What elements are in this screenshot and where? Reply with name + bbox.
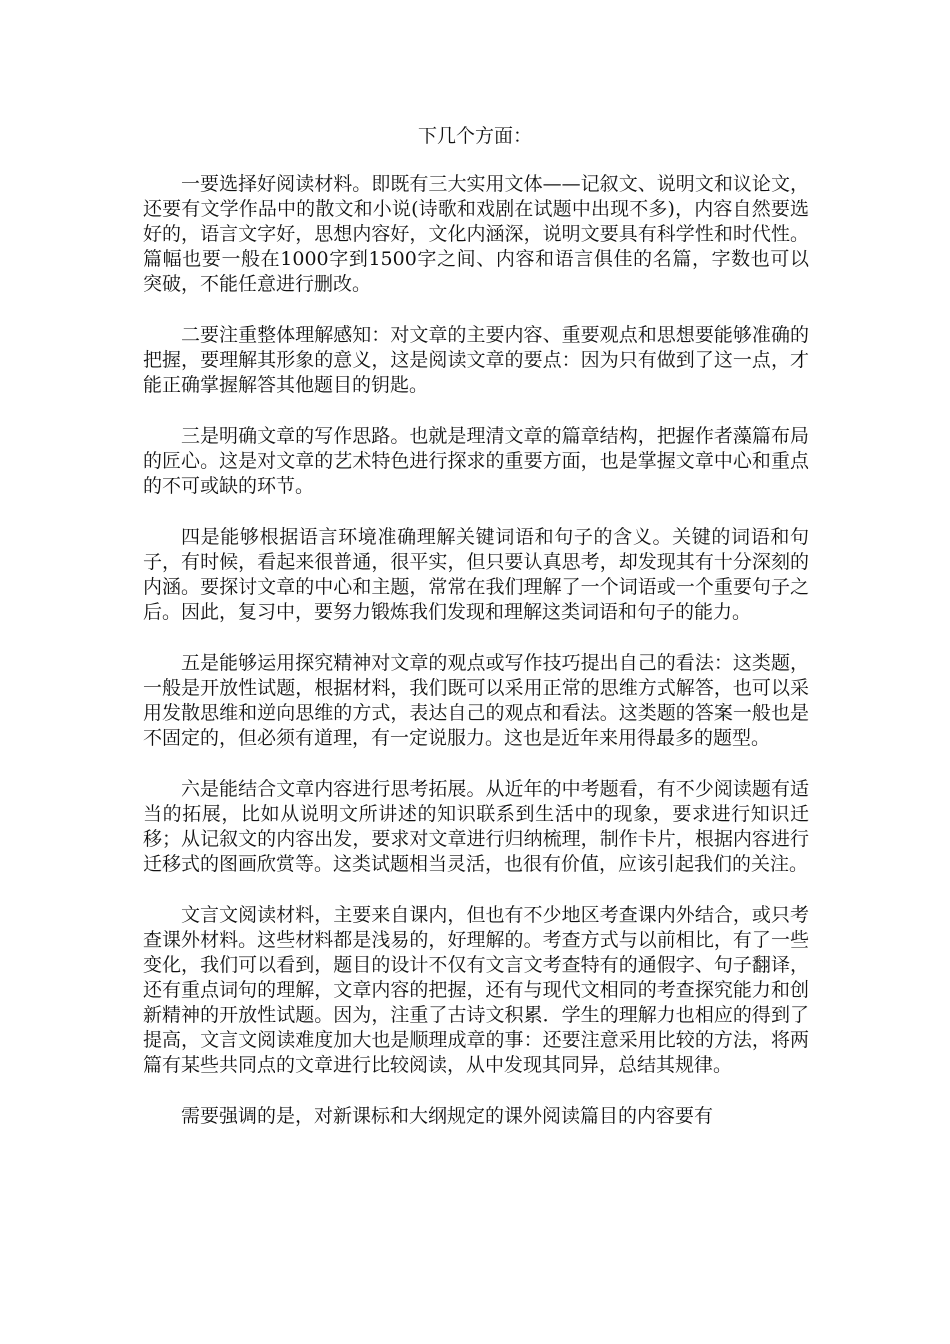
paragraph-7: 文言文阅读材料，主要来自课内，但也有不少地区考查课内外结合，或只考查课外材料。这些材料都是浅易的，好理解的。考查方式与以前相比，有了一些变化，我们可以看到，题目的设计不仅有文言文考查特有的通假字、句子翻译，还有重点词句的理解，文章内容的把握，还有与现代文相同的考查探究能力和创新精神的开放性试题。因为，注重了古诗文积累．学生的理解力也相应的得到了提高，文言文阅读难度加大也是顺理成章的事：还要注意采用比较的方法，将两篇有某些共同点的文章进行比较阅读，从中发现其同异，总结其规律。: [143, 904, 809, 1076]
paragraph-4: 四是能够根据语言环境准确理解关键词语和句子的含义。关键的词语和句子，有时候，看起来很普通，很平实，但只要认真思考，却发现其有十分深刻的内涵。要探讨文章的中心和主题，常常在我们理解了一个词语或一个重要句子之后。因此，复习中，要努力锻炼我们发现和理解这类词语和句子的能力。: [143, 526, 809, 623]
document-body: [143, 172, 809, 1155]
paragraph-1: 一要选择好阅读材料。即既有三大实用文体——记叙文、说明文和议论文，还要有文学作品中的散文和小说(诗歌和戏剧在试题中出现不多)，内容自然要选好的，语言文字好，思想内容好，文化内涵深，说明文要具有科学性和时代性。篇幅也要一般在1000字到1500字之间、内容和语言俱佳的名篇，字数也可以突破，不能任意进行删改。: [143, 173, 809, 295]
paragraph-3: 三是明确文章的写作思路。也就是理清文章的篇章结构，把握作者藻篇布局的匠心。这是对文章的艺术特色进行探求的重要方面，也是掌握文章中心和重点的不可或缺的环节。: [143, 425, 809, 497]
paragraph-8: 需要强调的是，对新课标和大纲规定的课外阅读篇目的内容要有: [181, 1105, 714, 1127]
paragraph-5: 五是能够运用探究精神对文章的观点或写作技巧提出自己的看法：这类题，一般是开放性试题，根据材料，我们既可以采用正常的思维方式解答，也可以采用发散思维和逆向思维的方式，表达自己的观点和看法。这类题的答案一般也是不固定的，但必须有道理，有一定说服力。这也是近年来用得最多的题型。: [143, 652, 809, 749]
section-heading: 下几个方面：: [417, 125, 532, 147]
paragraph-2: 二要注重整体理解感知：对文章的主要内容、重要观点和思想要能够准确的把握，要理解其形象的意义，这是阅读文章的要点：因为只有做到了这一点，才能正确掌握解答其他题目的钥匙。: [143, 324, 809, 396]
paragraph-6: 六是能结合文章内容进行思考拓展。从近年的中考题看，有不少阅读题有适当的拓展，比如从说明文所讲述的知识联系到生活中的现象，要求进行知识迁移；从记叙文的内容出发，要求对文章进行归纳梳理，制作卡片，根据内容进行迁移式的图画欣赏等。这类试题相当灵活，也很有价值，应该引起我们的关注。: [143, 778, 809, 875]
